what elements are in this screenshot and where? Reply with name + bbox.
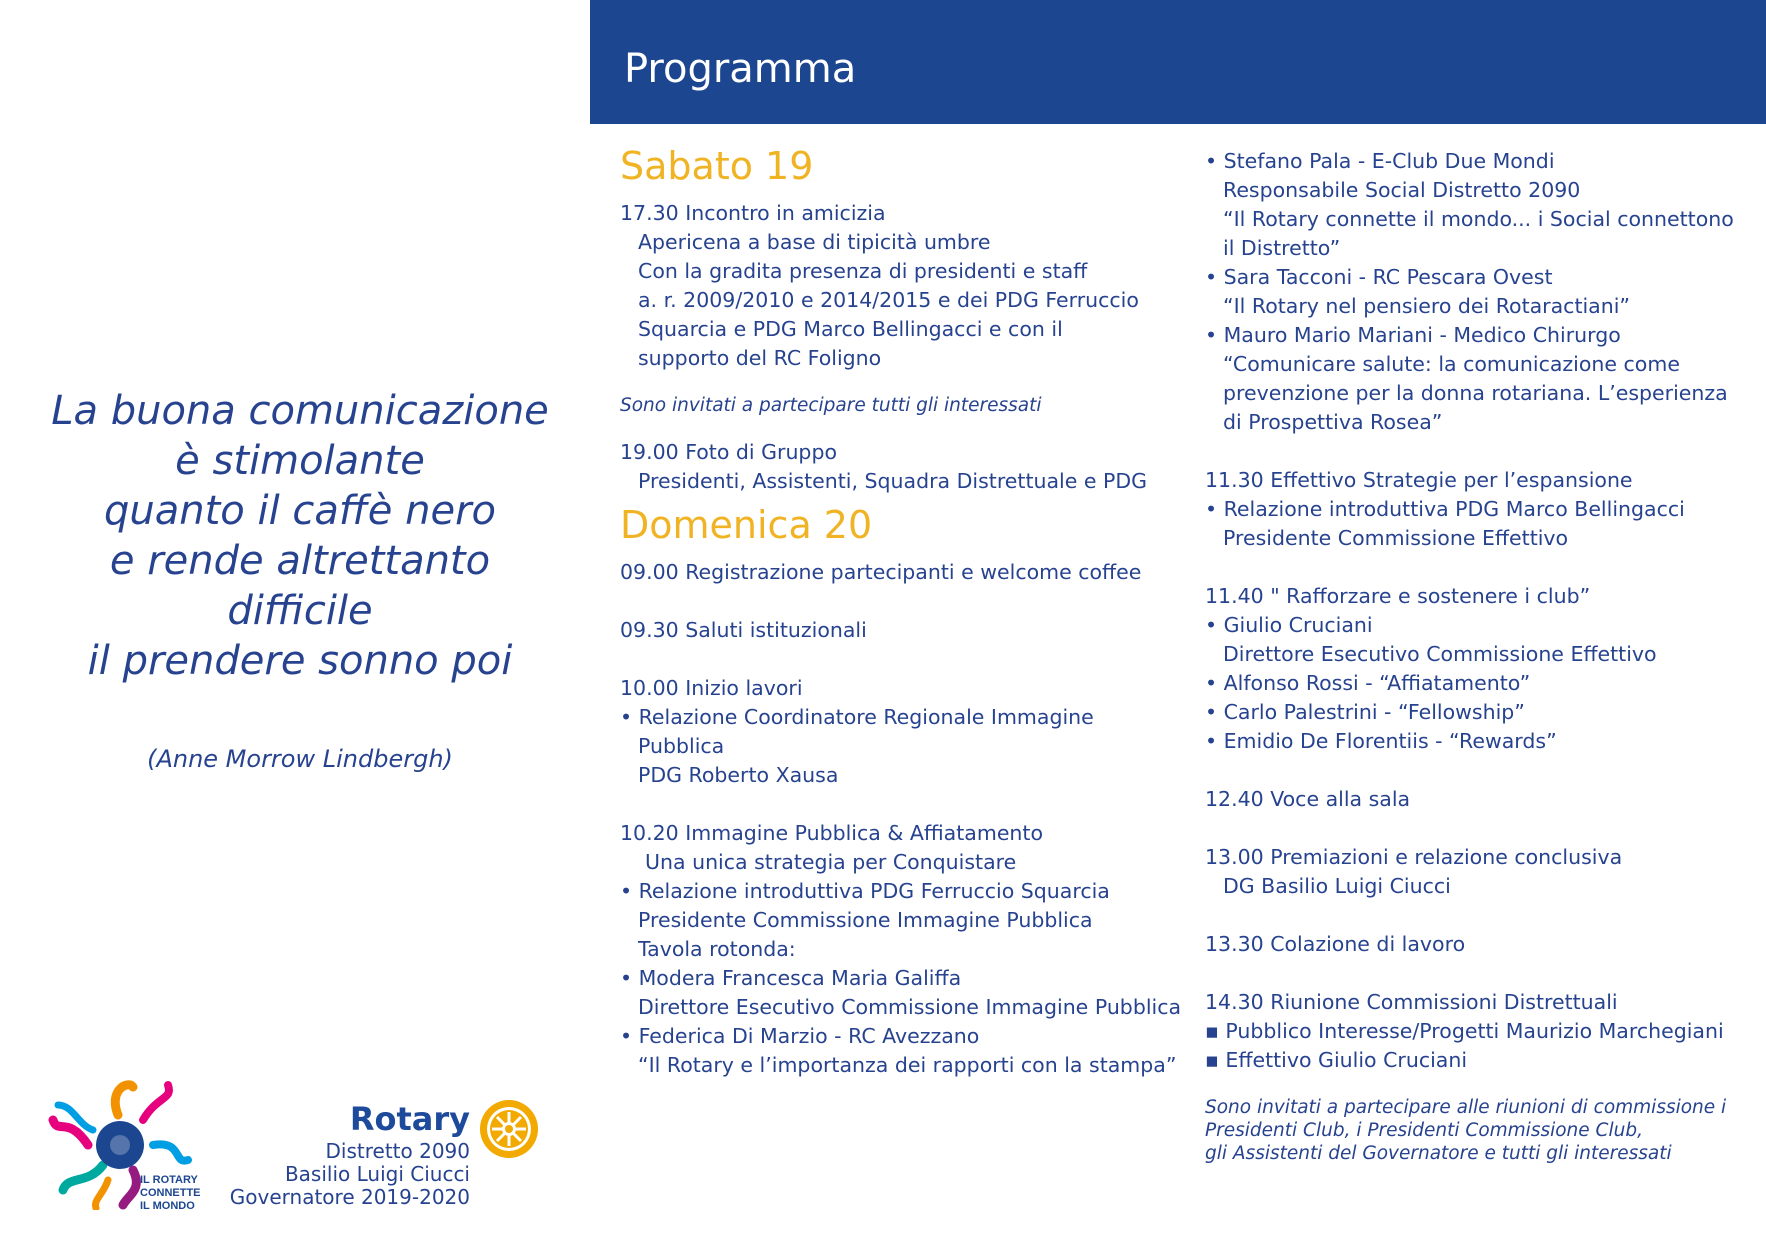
event-detail: Presidenti, Assistenti, Squadra Distrettuale e PDG	[638, 469, 1148, 493]
event-detail: • Mauro Mario Mariani - Medico Chirurgo	[1205, 323, 1621, 347]
event-heading: 10.00 Inizio lavori	[620, 676, 803, 700]
program-header	[590, 0, 1766, 124]
event-detail: • Giulio Cruciani	[1205, 613, 1373, 637]
event-detail: Pubblica	[638, 734, 725, 758]
event-detail: • Sara Tacconi - RC Pescara Ovest	[1205, 265, 1553, 289]
event-detail: • Carlo Palestrini - “Fellowship”	[1205, 700, 1525, 724]
event-heading: 19.00 Foto di Gruppo	[620, 440, 838, 464]
event-detail: ▪ Pubblico Interesse/Progetti Maurizio Marchegiani	[1205, 1019, 1724, 1043]
quote	[20, 386, 580, 686]
event-heading: 09.00 Registrazione partecipanti e welcome coffee	[620, 560, 1142, 584]
round-table-label: Tavola rotonda:	[638, 937, 796, 961]
event-detail: • Relazione Coordinatore Regionale Immagine	[620, 705, 1094, 729]
program-column-2	[1205, 147, 1755, 1165]
quote-line: quanto il caffè nero	[104, 488, 496, 534]
event-detail: Responsabile Social Distretto 2090	[1223, 178, 1581, 202]
governor-name: Basilio Luigi Ciucci	[284, 1162, 470, 1186]
event-detail: a. r. 2009/2010 e 2014/2015 e dei PDG Ferruccio	[638, 288, 1139, 312]
event-detail: Con la gradita presenza di presidenti e staff	[638, 259, 1088, 283]
event-subheading: Una unica strategia per Conquistare	[645, 850, 1017, 874]
event-detail: “Il Rotary e l’importanza dei rapporti con la stampa”	[638, 1053, 1177, 1077]
event-detail: Presidente Commissione Immagine Pubblica	[638, 908, 1093, 932]
event-detail: di Prospettiva Rosea”	[1223, 410, 1443, 434]
rotary-district-block	[229, 1098, 540, 1209]
quote-line: e rende altrettanto	[109, 538, 491, 584]
event-detail: “Il Rotary nel pensiero dei Rotaractiani”	[1223, 294, 1631, 318]
quote-line: è stimolante	[175, 438, 425, 484]
event-detail: “Comunicare salute: la comunicazione come	[1223, 352, 1680, 376]
rotary-wordmark: Rotary	[349, 1100, 470, 1138]
program-column-1	[620, 143, 1182, 1080]
event-detail: supporto del RC Foligno	[638, 346, 882, 370]
rotary-district-info	[230, 1140, 470, 1209]
day-title-saturday: Sabato 19	[620, 144, 814, 188]
logo-text-line: CONNETTE	[140, 1187, 201, 1199]
invite-note: Sono invitati a partecipare alle riunioni di commissione i	[1205, 1097, 1727, 1118]
event-detail: PDG Roberto Xausa	[638, 763, 839, 787]
event-detail: DG Basilio Luigi Ciucci	[1223, 874, 1451, 898]
event-detail: il Distretto”	[1223, 236, 1341, 260]
event-heading: 09.30 Saluti istituzionali	[620, 618, 867, 642]
event-detail: Direttore Esecutivo Commissione Immagine Pubblica	[638, 995, 1182, 1019]
event-detail: Squarcia e PDG Marco Bellingacci e con il	[638, 317, 1063, 341]
event-detail: Direttore Esecutivo Commissione Effettivo	[1223, 642, 1657, 666]
event-detail: • Alfonso Rossi - “Affiatamento”	[1205, 671, 1531, 695]
event-detail: • Federica Di Marzio - RC Avezzano	[620, 1024, 980, 1048]
rotary-connects-world-logo	[48, 1075, 208, 1210]
invite-note: Presidenti Club, i Presidenti Commissione Club,	[1205, 1120, 1643, 1141]
quote-line: il prendere sonno poi	[87, 638, 513, 684]
event-detail: Presidente Commissione Effettivo	[1223, 526, 1569, 550]
invite-note: gli Assistenti del Governatore e tutti gli interessati	[1205, 1143, 1672, 1164]
event-heading: 12.40 Voce alla sala	[1205, 787, 1411, 811]
rotary-wheel-icon	[478, 1098, 540, 1160]
left-panel	[0, 0, 590, 1252]
quote-line: difficile	[227, 588, 373, 634]
event-heading: 11.40 " Rafforzare e sostenere i club”	[1205, 584, 1591, 608]
event-detail: “Il Rotary connette il mondo... i Social connettono	[1223, 207, 1734, 231]
quote-line: La buona comunicazione	[51, 388, 549, 434]
event-detail: prevenzione per la donna rotariana. L’esperienza	[1223, 381, 1728, 405]
event-heading: 13.00 Premiazioni e relazione conclusiva	[1205, 845, 1623, 869]
event-heading: 17.30 Incontro in amicizia	[620, 201, 886, 225]
invite-note: Sono invitati a partecipare tutti gli interessati	[620, 395, 1042, 416]
event-detail: • Stefano Pala - E-Club Due Mondi	[1205, 149, 1555, 173]
event-heading: 10.20 Immagine Pubblica & Affiatamento	[620, 821, 1044, 845]
event-detail: • Relazione introduttiva PDG Ferruccio Squarcia	[620, 879, 1110, 903]
page-title: Programma	[624, 46, 857, 92]
quote-author: (Anne Morrow Lindbergh)	[147, 745, 453, 773]
logo-text-line: IL ROTARY	[140, 1174, 198, 1186]
event-heading: 11.30 Effettivo Strategie per l’espansione	[1205, 468, 1633, 492]
district-line: Distretto 2090	[325, 1139, 470, 1163]
governor-year: Governatore 2019-2020	[229, 1185, 470, 1209]
logo-text-line: IL MONDO	[140, 1200, 195, 1210]
event-heading: 13.30 Colazione di lavoro	[1205, 932, 1466, 956]
event-detail: Apericena a base di tipicità umbre	[638, 230, 991, 254]
day-title-sunday: Domenica 20	[620, 503, 873, 547]
event-detail: ▪ Effettivo Giulio Cruciani	[1205, 1048, 1468, 1072]
event-detail: • Emidio De Florentiis - “Rewards”	[1205, 729, 1557, 753]
event-detail: • Relazione introduttiva PDG Marco Bellingacci	[1205, 497, 1685, 521]
event-detail: • Modera Francesca Maria Galiffa	[620, 966, 962, 990]
event-heading: 14.30 Riunione Commissioni Distrettuali	[1205, 990, 1618, 1014]
